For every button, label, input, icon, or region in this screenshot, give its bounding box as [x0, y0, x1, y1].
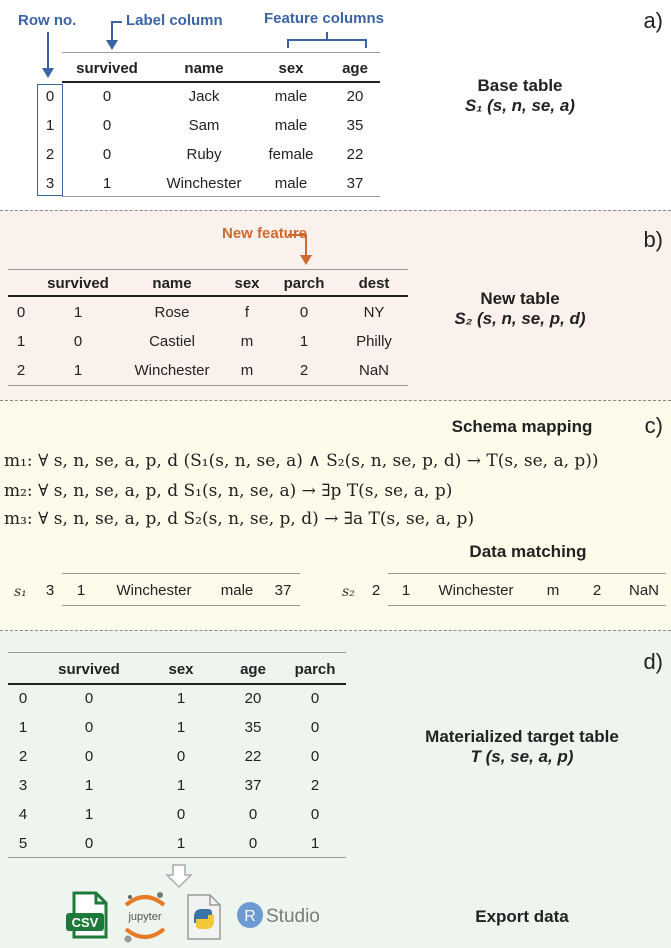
s2-cell: 2 [592, 582, 602, 599]
jupyter-icon [120, 889, 170, 945]
mapping-m1: m₁: ∀ s, n, se, a, p, d (S₁(s, n, se, a) ∧ S₂(s, n, se, p, d) → T(s, se, a, p)) [4, 451, 599, 471]
new-cell: 0 [16, 304, 26, 321]
base-cell: 2 [45, 146, 55, 163]
s2-label: s₂ [342, 584, 355, 600]
new-feature-arrow-shaft [288, 235, 306, 257]
base-cell: Ruby [186, 146, 222, 163]
base-cell: 0 [102, 88, 112, 105]
panel-label-d: d) [643, 649, 663, 674]
base-table-caption [400, 76, 640, 116]
target-header-parch: parch [294, 661, 336, 678]
s1-label: s₁ [14, 584, 27, 600]
new-bottom-rule [8, 385, 408, 386]
new-cell: Philly [356, 333, 392, 350]
target-cell: 0 [176, 806, 186, 823]
s2-cell: NaN [628, 582, 659, 599]
new-feature-arrow-head [300, 255, 312, 265]
base-header-survived: survived [76, 60, 138, 77]
new-header-survived: survived [47, 275, 109, 292]
panel-d-target-table [0, 630, 671, 948]
target-cell: 1 [176, 719, 186, 736]
target-cell: 1 [176, 777, 186, 794]
rstudio-r: R [244, 908, 256, 925]
target-cell: 1 [310, 835, 320, 852]
base-header-rule [62, 81, 380, 83]
s2-cell: Winchester [438, 582, 514, 599]
target-cell: 0 [310, 719, 320, 736]
base-header-age: age [342, 60, 368, 77]
s1-top-rule [62, 573, 300, 574]
row-no-arrow-head [42, 68, 54, 78]
new-header-sex: sex [234, 275, 260, 292]
schema-mapping-title: Schema mapping [451, 417, 593, 436]
target-cell: 0 [84, 719, 94, 736]
mapping-m2: m₂: ∀ s, n, se, a, p, d S₁(s, n, se, a) → ∃p T(s, se, a, p) [4, 481, 453, 501]
s1-cell: Winchester [116, 582, 192, 599]
new-cell: Rose [154, 304, 190, 321]
target-cell: 1 [18, 719, 28, 736]
target-header-sex: sex [168, 661, 194, 678]
annotation-label-column: Label column [126, 12, 223, 29]
target-cell: 22 [244, 748, 262, 765]
base-cell: 1 [102, 175, 112, 192]
target-table-caption [402, 727, 642, 767]
base-cell: 37 [346, 175, 364, 192]
target-cell: 0 [84, 748, 94, 765]
new-cell: f [244, 304, 250, 321]
base-cell: male [274, 117, 308, 134]
new-top-rule [8, 269, 408, 270]
python-file-icon [180, 893, 226, 941]
new-feature-arrow [0, 211, 420, 271]
csv-file-icon [64, 891, 110, 941]
target-cell: 37 [244, 777, 262, 794]
panel-b-new-table [0, 210, 671, 401]
annotation-row-no: Row no. [18, 12, 77, 29]
base-cell: 22 [346, 146, 364, 163]
panel-label-b: b) [643, 227, 663, 252]
label-col-arrow-shaft [112, 22, 122, 42]
target-caption-title: Materialized target table [425, 727, 619, 746]
new-cell: 1 [73, 304, 83, 321]
target-cell: 3 [18, 777, 28, 794]
base-header-sex: sex [278, 60, 304, 77]
target-header-survived: survived [58, 661, 120, 678]
annotation-new-feature: New feature [222, 225, 308, 242]
new-cell: 1 [16, 333, 26, 350]
target-cell: 4 [18, 806, 28, 823]
new-cell: Winchester [134, 362, 210, 379]
new-cell: m [240, 333, 254, 350]
panel-label-c: c) [644, 413, 663, 438]
base-cell: 35 [346, 117, 364, 134]
base-cell: Jack [188, 88, 220, 105]
new-cell: 1 [299, 333, 309, 350]
base-cell: 0 [102, 117, 112, 134]
new-cell: 2 [16, 362, 26, 379]
target-cell: 35 [244, 719, 262, 736]
base-cell: 0 [102, 146, 112, 163]
target-header-rule [8, 683, 346, 685]
new-cell: NY [363, 304, 385, 321]
s2-bottom-rule [388, 605, 666, 606]
target-cell: 0 [176, 748, 186, 765]
target-cell: 0 [248, 835, 258, 852]
target-cell: 1 [84, 806, 94, 823]
new-cell: 2 [299, 362, 309, 379]
new-header-rule [8, 295, 408, 297]
data-matching-title: Data matching [469, 542, 587, 561]
target-cell: 0 [18, 690, 28, 707]
new-cell: 0 [73, 333, 83, 350]
new-cell: NaN [358, 362, 389, 379]
target-cell: 0 [310, 690, 320, 707]
target-caption-formula: T (s, se, a, p) [470, 747, 574, 766]
mapping-m3: m₃: ∀ s, n, se, a, p, d S₂(s, n, se, p, d) → ∃a T(s, se, a, p) [4, 509, 475, 529]
rstudio-label: Studio [266, 906, 320, 927]
base-caption-formula: S₁ (s, n, se, a) [465, 96, 575, 115]
label-col-arrow-head [106, 40, 118, 50]
base-cell: Winchester [166, 175, 242, 192]
rstudio-icon [236, 897, 326, 933]
csv-icon-label: CSV [71, 915, 99, 930]
target-header-age: age [240, 661, 266, 678]
s1-bottom-rule [62, 605, 300, 606]
s2-top-rule [388, 573, 666, 574]
target-cell: 0 [84, 835, 94, 852]
panel-c-schema-mapping [0, 400, 671, 631]
new-header-dest: dest [358, 275, 390, 292]
target-cell: 1 [176, 690, 186, 707]
target-cell: 1 [84, 777, 94, 794]
target-cell: 5 [18, 835, 28, 852]
panel-a-base-table [0, 0, 671, 210]
target-cell: 0 [84, 690, 94, 707]
base-bottom-rule [62, 196, 380, 197]
new-header-parch: parch [283, 275, 325, 292]
new-caption-formula: S₂ (s, n, se, p, d) [454, 309, 586, 328]
s2-cell: m [546, 582, 560, 599]
base-cell: Sam [188, 117, 220, 134]
down-arrow-icon [164, 863, 194, 889]
new-header-name: name [152, 275, 192, 292]
jupyter-icon-label: jupyter [128, 911, 162, 923]
base-caption-title: Base table [477, 76, 563, 95]
new-caption-title: New table [480, 289, 560, 308]
new-cell: 1 [73, 362, 83, 379]
target-cell: 0 [310, 806, 320, 823]
new-cell: m [240, 362, 254, 379]
base-cell: 0 [45, 88, 55, 105]
base-cell: 1 [45, 117, 55, 134]
target-bottom-rule [8, 857, 346, 858]
s1-cell: 1 [76, 582, 86, 599]
s2-cell: 2 [371, 582, 381, 599]
base-cell: 20 [346, 88, 364, 105]
new-cell: Castiel [149, 333, 195, 350]
base-top-rule [62, 52, 380, 53]
base-header-name: name [184, 60, 224, 77]
target-cell: 20 [244, 690, 262, 707]
s1-cell: 37 [274, 582, 292, 599]
base-cell: 3 [45, 175, 55, 192]
s1-cell: male [220, 582, 254, 599]
feature-columns-bracket [288, 32, 366, 48]
target-top-rule [8, 652, 346, 653]
base-cell: male [274, 88, 308, 105]
annotation-feature-columns: Feature columns [264, 10, 385, 27]
new-cell: 0 [299, 304, 309, 321]
target-cell: 0 [310, 748, 320, 765]
s1-cell: 3 [45, 582, 55, 599]
panel-label-a: a) [643, 8, 663, 33]
base-cell: male [274, 175, 308, 192]
new-table-caption [400, 289, 640, 329]
target-cell: 0 [248, 806, 258, 823]
target-cell: 2 [310, 777, 320, 794]
export-data-title: Export data [475, 907, 569, 926]
target-cell: 1 [176, 835, 186, 852]
base-cell: female [268, 146, 314, 163]
target-cell: 2 [18, 748, 28, 765]
s2-cell: 1 [401, 582, 411, 599]
